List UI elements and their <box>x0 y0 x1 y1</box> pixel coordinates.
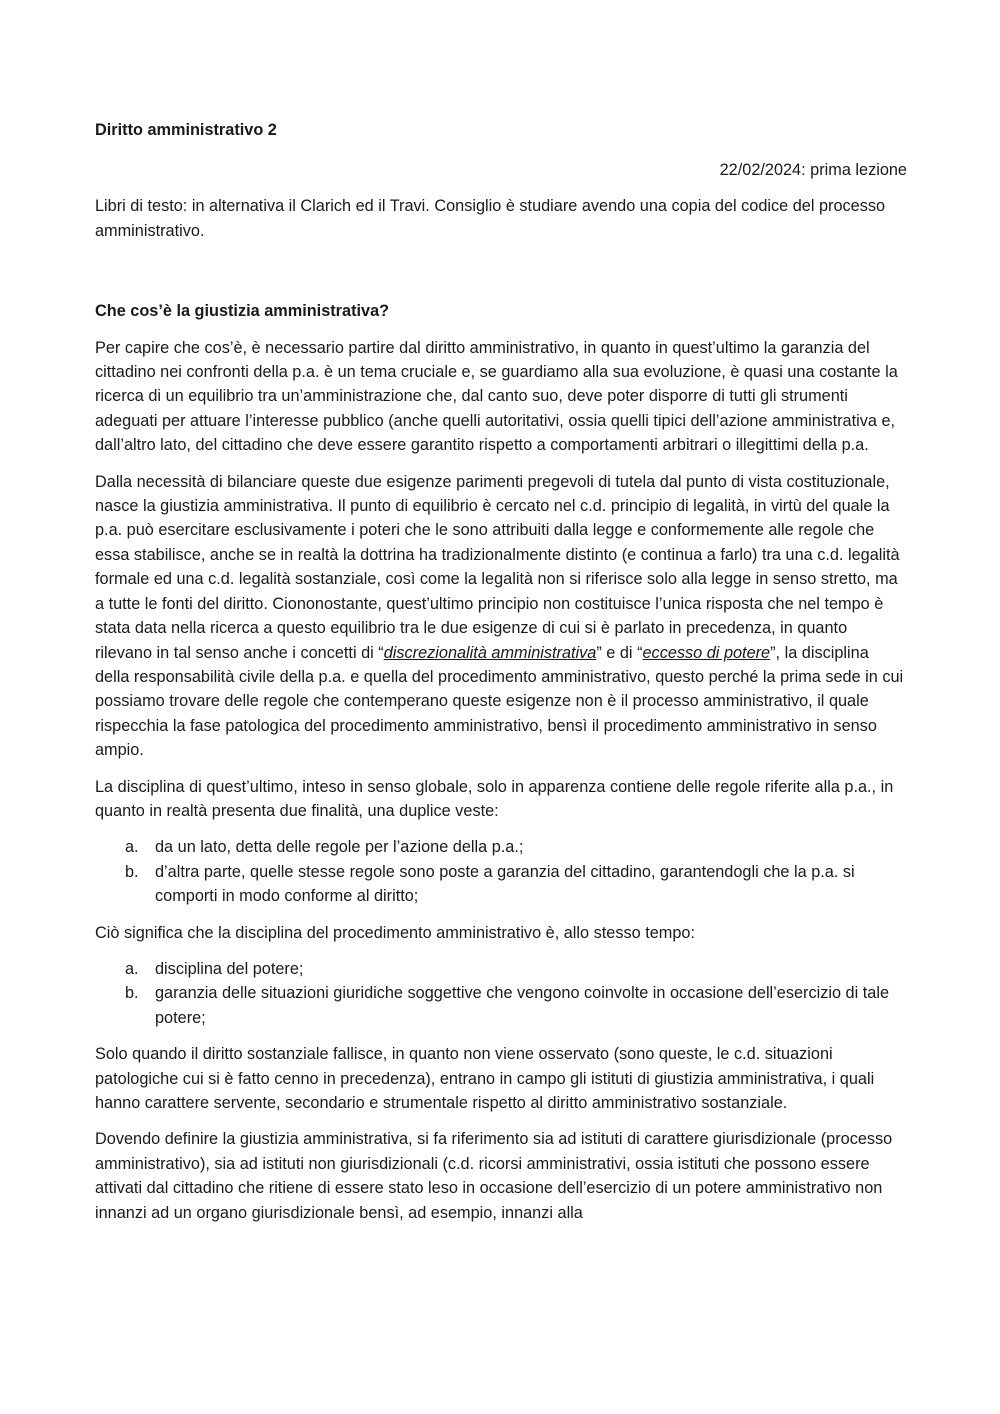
list-dual-purpose <box>95 835 907 908</box>
list-marker: b. <box>125 862 139 881</box>
paragraph-4: Ciò significa che la disciplina del procedimento amministrativo è, allo stesso tempo: <box>95 923 695 942</box>
section-heading: Che cos’è la giustizia amministrativa? <box>95 302 390 321</box>
intro-paragraph: Libri di testo: in alternativa il Clarich ed il Travi. Consiglio è studiare avendo una copia del codice del processo amministrativo. <box>95 197 886 240</box>
list-marker: a. <box>125 959 139 978</box>
list-item-text: garanzia delle situazioni giuridiche soggettive che vengono coinvolte in occasione dell’esercizio di tale potere; <box>155 984 890 1027</box>
paragraph-2 <box>95 470 907 763</box>
paragraph-5: Solo quando il diritto sostanziale fallisce, in quanto non viene osservato (sono queste, le c.d. situazioni patologiche cui si è fatto cenno in precedenza), entrano in campo gli istituti di giustizia amministrativa, i quali hanno carattere servente, secondario e strumentale rispetto al diritto amministrativo sostanziale. <box>95 1045 875 1112</box>
list-item-text: da un lato, detta delle regole per l’azione della p.a.; <box>155 838 524 857</box>
paragraph-2-text-c: ”, la disciplina della responsabilità civile della p.a. e quella del procedimento amministrativo, questo perché la prima sede in cui possiamo trovare delle regole che contemperano queste esigenze non è il processo amministrativo, il quale rispecchia la fase patologica del procedimento amministrativo, bensì il procedimento amministrativo in senso ampio. <box>95 643 904 760</box>
list-marker: a. <box>125 838 139 857</box>
list-item <box>125 835 907 859</box>
paragraph-3: La disciplina di quest’ultimo, inteso in senso globale, solo in apparenza contiene delle regole riferite alla p.a., in quanto in realtà presenta due finalità, una duplice veste: <box>95 777 894 820</box>
list-item-text: d’altra parte, quelle stesse regole sono poste a garanzia del cittadino, garantendogli che la p.a. si comporti in modo conforme al diritto; <box>155 862 855 906</box>
lesson-date: 22/02/2024: prima lezione <box>719 161 907 179</box>
paragraph-2-text-b: ” e di “ <box>596 643 643 662</box>
list-marker: b. <box>125 984 139 1003</box>
list-procedure <box>95 957 907 1030</box>
document-page <box>95 118 907 1225</box>
term-discrezionalita: discrezionalità amministrativa <box>383 643 597 662</box>
paragraph-1: Per capire che cos’è, è necessario partire dal diritto amministrativo, in quanto in quest’ultimo la garanzia del cittadino nei confronti della p.a. è un tema cruciale e, se guardiamo alla sua evoluzione, è quasi una costante la ricerca di un equilibrio tra un’amministrazione che, dal canto suo, deve poter disporre di tutti gli strumenti adeguati per attuare l’interesse pubblico (anche quelli autoritativi, ossia quelli tipici dell’azione amministrativa e, dall’altro lato, del cittadino che deve essere garantito rispetto a comportamenti arbitrari o illegittimi della p.a. <box>95 338 898 455</box>
list-item <box>125 981 907 1030</box>
document-title: Diritto amministrativo 2 <box>95 121 277 139</box>
term-eccesso-di-potere: eccesso di potere <box>642 643 771 662</box>
paragraph-2-text-a: Dalla necessità di bilanciare queste due esigenze parimenti pregevoli di tutela dal punto di vista costituzionale, nasce la giustizia amministrativa. Il punto di equilibrio è cercato nel c.d. principio di legalità, in virtù del quale la p.a. può esercitare esclusivamente i poteri che le sono attribuiti dalla legge e conformemente alle regole che essa stabilisce, anche se in realtà la dottrina ha tradizionalmente distinto (e continua a farlo) tra una c.d. legalità formale ed una c.d. legalità sostanziale, così come la legalità non si riferisce solo alla legge in senso stretto, ma a tutte le fonti del diritto. Ciononostante, quest’ultimo principio non costituisce l’unica risposta che nel tempo è stata data nella ricerca a questo equilibrio tra le due esigenze di cui si è parlato in precedenza, in quanto rilevano in tal senso anche i concetti di “ <box>95 472 900 662</box>
list-item <box>125 957 907 981</box>
list-item <box>125 860 907 909</box>
list-item-text: disciplina del potere; <box>155 959 304 978</box>
paragraph-6: Dovendo definire la giustizia amministrativa, si fa riferimento sia ad istituti di carattere giurisdizionale (processo amministrativo), sia ad istituti non giurisdizionali (c.d. ricorsi amministrativi, ossia istituti che possono essere attivati dal cittadino che ritiene di essere stato leso in occasione dell’esercizio di un potere amministrativo non innanzi ad un organo giurisdizionale bensì, ad esempio, innanzi alla <box>95 1130 893 1222</box>
